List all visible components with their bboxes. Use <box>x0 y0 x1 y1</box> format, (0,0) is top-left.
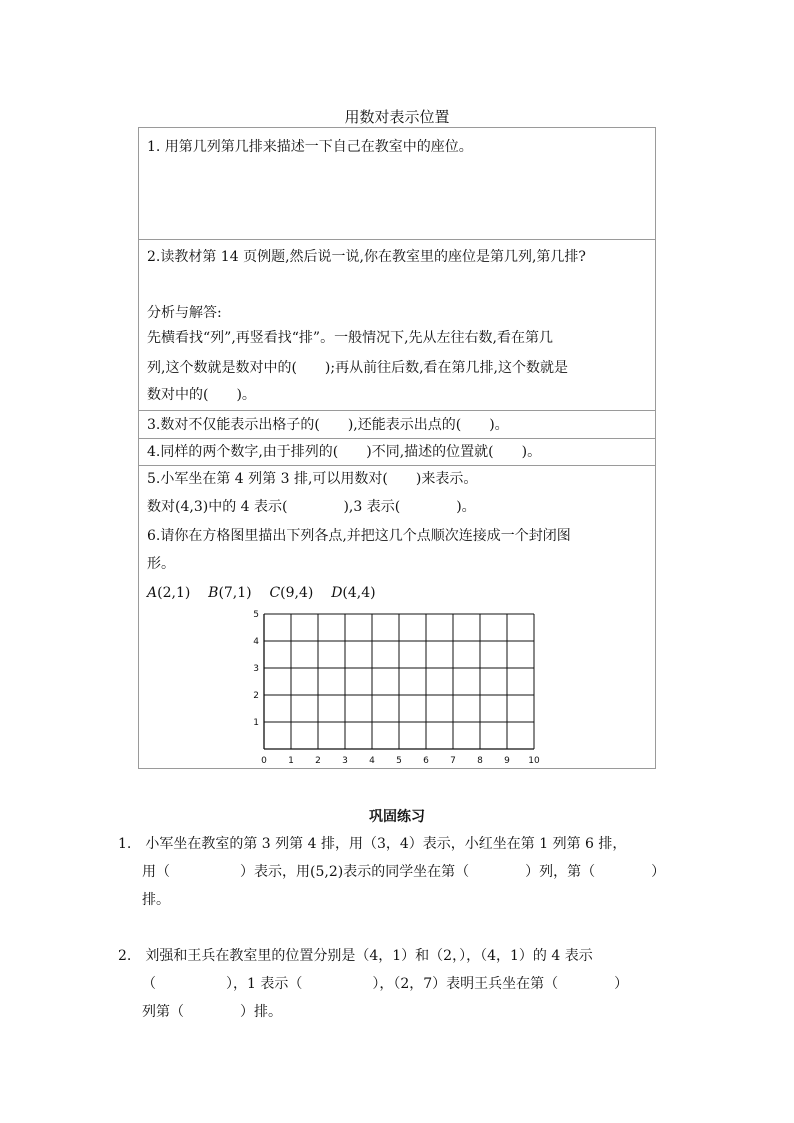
y-tick-label: 3 <box>253 664 259 674</box>
x-tick-label: 2 <box>315 756 321 766</box>
question-1: 1. 用第几列第几排来描述一下自己在教室中的座位。 <box>147 139 473 155</box>
x-tick-label: 3 <box>342 756 348 766</box>
worksheet-table <box>138 127 656 769</box>
point-b: B(7,1) <box>208 585 252 601</box>
y-tick-label: 4 <box>253 637 259 647</box>
x-tick-label: 0 <box>261 756 267 766</box>
question-4: 4.同样的两个数字,由于排列的( )不同,描述的位置就( )。 <box>147 444 542 460</box>
y-tick-label: 5 <box>253 610 259 620</box>
analysis-line-3: 数对中的( )。 <box>147 387 256 403</box>
exercise-2-line-2: （ ），1 表示（ ），（2，7）表明王兵坐在第（ ） <box>142 976 629 992</box>
x-tick-label: 1 <box>288 756 294 766</box>
exercise-1-line-1: 1. 小军坐在教室的第 3 列第 4 排，用（3，4）表示，小红坐在第 1 列第 6 排， <box>118 836 627 852</box>
x-tick-label: 9 <box>504 756 510 766</box>
grid-labels <box>253 610 540 766</box>
exercise-2-line-3: 列第（ ）排。 <box>142 1004 282 1020</box>
point-a: A(2,1) <box>147 585 191 601</box>
grid-lines <box>264 614 534 749</box>
question-5-line-1: 5.小军坐在第 4 列第 3 排,可以用数对( )来表示。 <box>147 471 478 487</box>
coordinate-grid[interactable] <box>139 128 655 768</box>
x-tick-label: 5 <box>396 756 402 766</box>
question-6-line-1: 6.请你在方格图里描出下列各点,并把这几个点顺次连接成一个封闭图 <box>147 528 571 544</box>
question-3: 3.数对不仅能表示出格子的( ),还能表示出点的( )。 <box>147 417 509 433</box>
exercise-2-line-1: 2. 刘强和王兵在教室里的位置分别是（4，1）和（2，），（4，1）的 4 表示 <box>118 948 593 964</box>
practice-title: 巩固练习 <box>369 809 425 825</box>
exercise-1-line-3: 排。 <box>142 892 170 908</box>
analysis-line-2: 列,这个数就是数对中的( );再从前往后数,看在第几排,这个数就是 <box>147 360 568 376</box>
x-tick-label: 6 <box>423 756 429 766</box>
page-title: 用数对表示位置 <box>344 108 450 126</box>
x-tick-label: 8 <box>477 756 483 766</box>
x-tick-label: 7 <box>450 756 456 766</box>
y-tick-label: 1 <box>253 718 259 728</box>
exercise-1-line-2: 用（ ）表示，用(5,2)表示的同学坐在第（ ）列，第（ ） <box>142 864 666 880</box>
question-2: 2.读教材第 14 页例题,然后说一说,你在教室里的座位是第几列,第几排? <box>147 249 586 265</box>
question-5-line-2: 数对(4,3)中的 4 表示( ),3 表示( )。 <box>147 499 476 515</box>
analysis-line-1: 先横看找“列”,再竖看找“排”。一般情况下,先从左往右数,看在第几 <box>147 330 553 346</box>
point-c: C(9,4) <box>269 585 314 601</box>
point-d: D(4,4) <box>331 585 376 601</box>
y-tick-label: 2 <box>253 691 259 701</box>
x-tick-label: 10 <box>528 756 540 766</box>
question-6-line-2: 形。 <box>147 556 175 572</box>
analysis-label: 分析与解答: <box>147 305 222 321</box>
x-tick-label: 4 <box>369 756 375 766</box>
